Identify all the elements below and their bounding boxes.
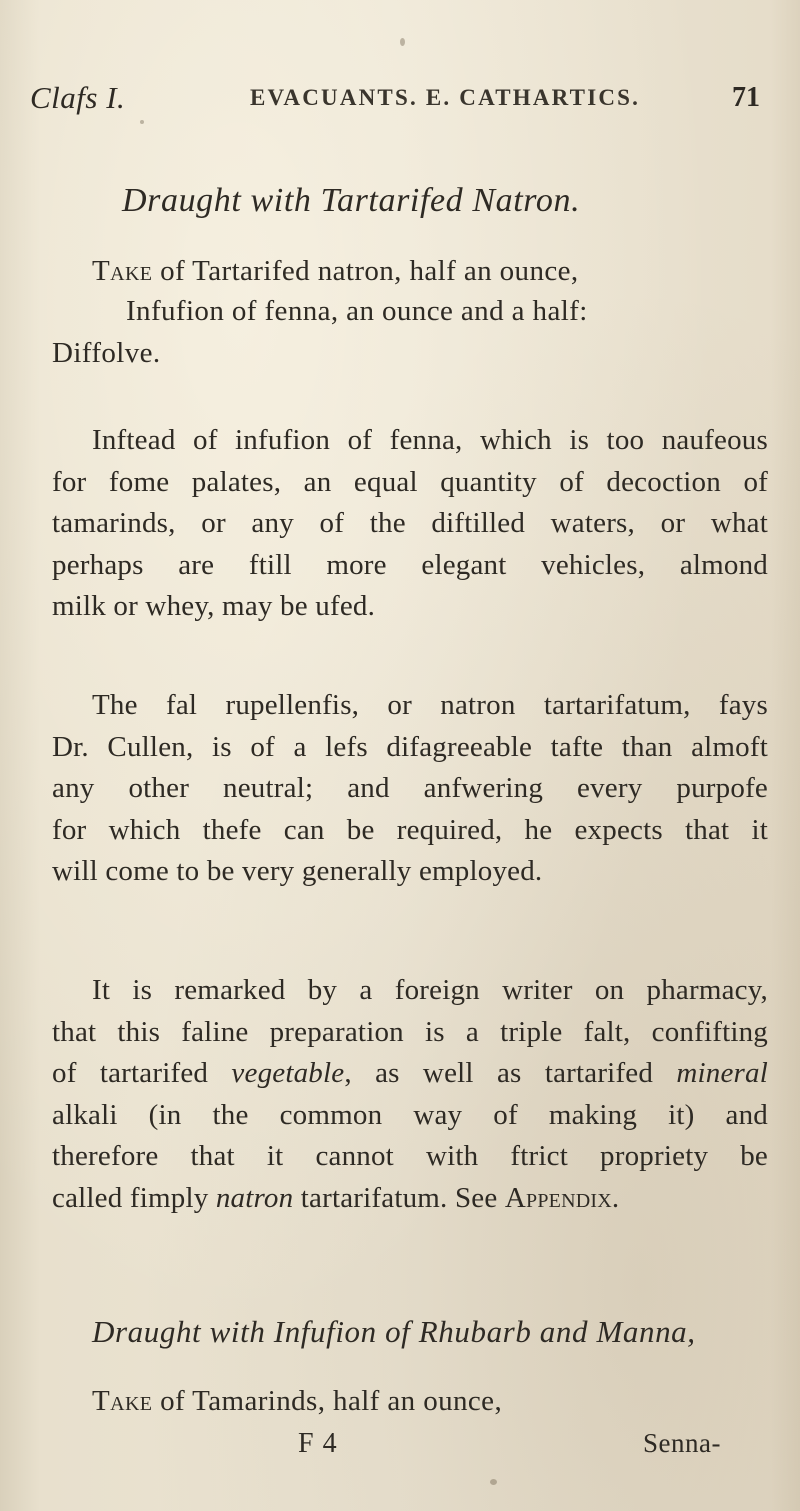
appendix-reference: Appendix. <box>504 1181 620 1214</box>
italic-run: mineral <box>676 1057 768 1089</box>
running-head-title: EVACUANTS. E. CATHARTICS. <box>250 85 641 110</box>
recipe-line-1 <box>92 255 579 288</box>
paragraph-cullen <box>52 685 768 893</box>
recipe-line-1-text: of Tartarifed natron, half an ounce, <box>152 255 579 287</box>
recipe-line-3: Diffolve. <box>52 337 161 369</box>
paragraph-line: Dr. Cullen, is of a lefs difagreeable tafte than almoft <box>52 730 768 763</box>
recipe-line-2: Infufion of fenna, an ounce and a half: <box>126 295 588 327</box>
paragraph-line: alkali (in the common way of making it) and <box>52 1098 768 1131</box>
ink-speck <box>400 38 405 46</box>
running-head <box>30 80 770 120</box>
paragraph-line: therefore that it cannot with ftrict propriety be <box>52 1140 768 1172</box>
paragraph-line: It is remarked by a foreign writer on pharmacy, <box>92 974 768 1006</box>
page-number: 71 <box>732 82 760 113</box>
paragraph-line: Inftead of infufion of fenna, which is too naufeous <box>92 424 768 456</box>
text-run: tartarifatum. See <box>293 1181 505 1214</box>
paragraph-line: any other neutral; and anfwering every purpofe <box>52 772 768 804</box>
recipe-line-tamarinds-text: of Tamarinds, half an ounce, <box>152 1385 503 1417</box>
ink-speck <box>140 120 144 124</box>
text-run: , as well as tartarifed <box>344 1057 677 1089</box>
ink-speck <box>490 1479 497 1485</box>
paragraph-line: milk or whey, may be ufed. <box>52 590 376 622</box>
section-heading-natron: Draught with Tartarifed Natron. <box>122 182 581 219</box>
paragraph-line <box>52 1178 768 1220</box>
paragraph-line: tamarinds, or any of the diftilled waters, or what <box>52 507 768 539</box>
italic-run: natron <box>215 1181 294 1214</box>
paragraph-line: for fome palates, an equal quantity of decoction of <box>52 465 768 498</box>
paragraph-line: that this faline preparation is a triple falt, confifting <box>52 1015 768 1048</box>
paragraph-foreign-writer <box>52 970 768 1219</box>
recipe-line-tamarinds <box>92 1385 502 1418</box>
text-run: called fimply <box>52 1181 216 1214</box>
paragraph-line: The fal rupellenfis, or natron tartarifatum, fays <box>92 689 768 721</box>
catchword: Senna- <box>643 1428 721 1458</box>
take-word: Take <box>92 1385 153 1417</box>
text-run: of tartarifed <box>52 1057 232 1089</box>
italic-run: vegetable <box>231 1057 345 1089</box>
section-heading-rhubarb: Draught with Infufion of Rhubarb and Manna, <box>92 1314 696 1349</box>
signature-mark: F 4 <box>298 1428 338 1459</box>
running-head-class: Clafs I. <box>30 80 126 115</box>
paragraph-line: perhaps are ftill more elegant vehicles, almond <box>52 548 768 581</box>
paragraph-line: will come to be very generally employed. <box>52 855 543 887</box>
paragraph-vehicles <box>52 420 768 628</box>
take-word: Take <box>92 255 153 287</box>
paragraph-line: for which thefe can be required, he expects that it <box>52 813 768 846</box>
paragraph-line <box>52 1053 768 1095</box>
